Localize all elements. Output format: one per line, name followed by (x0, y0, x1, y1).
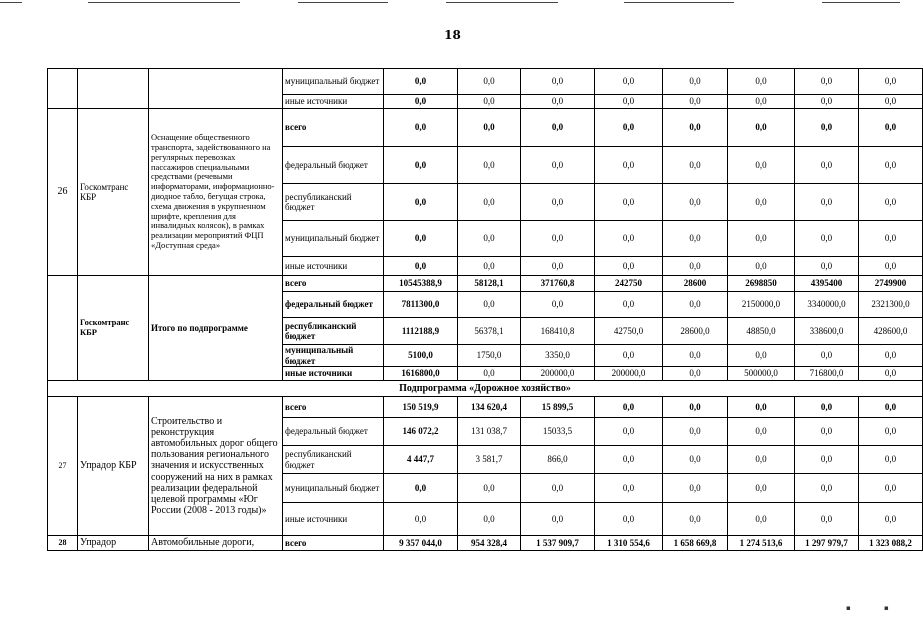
value-cell: 58128,1 (458, 276, 521, 292)
funding-type-cell: муниципальный бюджет (283, 69, 384, 95)
value-cell: 3340000,0 (795, 292, 859, 318)
value-cell: 0,0 (458, 184, 521, 221)
funding-type-cell: муниципальный бюджет (283, 221, 384, 257)
value-cell: 0,0 (795, 345, 859, 367)
value-cell: 0,0 (663, 221, 728, 257)
value-cell: 168410,8 (521, 318, 595, 345)
value-cell: 0,0 (795, 257, 859, 276)
total-value-cell: 1112188,9 (384, 318, 458, 345)
value-cell: 0,0 (859, 257, 923, 276)
value-cell: 1 297 979,7 (795, 536, 859, 551)
total-value-cell: 10545388,9 (384, 276, 458, 292)
value-cell: 15 899,5 (521, 397, 595, 418)
funding-type-cell: республиканский бюджет (283, 184, 384, 221)
value-cell: 0,0 (595, 184, 663, 221)
value-cell: 0,0 (521, 292, 595, 318)
value-cell: 0,0 (728, 397, 795, 418)
value-cell: 716800,0 (795, 367, 859, 381)
value-cell: 0,0 (728, 221, 795, 257)
value-cell: 0,0 (595, 446, 663, 474)
value-cell: 0,0 (663, 184, 728, 221)
row-number-cell: 26 (48, 109, 78, 276)
value-cell: 0,0 (728, 95, 795, 109)
value-cell: 0,0 (728, 109, 795, 147)
value-cell: 500000,0 (728, 367, 795, 381)
value-cell: 0,0 (795, 503, 859, 536)
row-number-cell: 28 (48, 536, 78, 551)
funding-type-cell: всего (283, 276, 384, 292)
value-cell: 0,0 (859, 345, 923, 367)
value-cell: 866,0 (521, 446, 595, 474)
value-cell: 0,0 (458, 95, 521, 109)
value-cell: 0,0 (663, 418, 728, 446)
value-cell: 0,0 (859, 397, 923, 418)
value-cell: 371760,8 (521, 276, 595, 292)
value-cell: 0,0 (595, 147, 663, 184)
table-row (48, 276, 923, 292)
value-cell: 0,0 (595, 292, 663, 318)
value-cell: 0,0 (728, 147, 795, 184)
value-cell: 0,0 (728, 418, 795, 446)
funding-type-cell: всего (283, 397, 384, 418)
value-cell: 0,0 (458, 147, 521, 184)
value-cell: 0,0 (795, 446, 859, 474)
executor-cell: Госкомтранс КБР (78, 109, 149, 276)
value-cell: 0,0 (458, 69, 521, 95)
funding-type-cell: федеральный бюджет (283, 147, 384, 184)
value-cell: 0,0 (595, 474, 663, 503)
executor-cell: Госкомтранс КБР (78, 276, 149, 381)
total-value-cell: 0,0 (384, 69, 458, 95)
top-rule (624, 2, 734, 3)
total-value-cell: 146 072,2 (384, 418, 458, 446)
value-cell: 1 310 554,6 (595, 536, 663, 551)
value-cell: 0,0 (663, 109, 728, 147)
description-cell: Строительство и реконструкция автомобильных дорог общего пользования регионального значения и искусственных сооружений на них в рамках реализации федеральной целевой программы «Юг России (2008 - 2013 годы)» (149, 397, 283, 536)
value-cell: 0,0 (663, 257, 728, 276)
executor-cell (78, 69, 149, 109)
value-cell: 0,0 (595, 418, 663, 446)
value-cell: 0,0 (595, 503, 663, 536)
value-cell: 2698850 (728, 276, 795, 292)
section-title: Подпрограмма «Дорожное хозяйство» (48, 381, 923, 397)
value-cell: 0,0 (663, 474, 728, 503)
value-cell: 15033,5 (521, 418, 595, 446)
value-cell: 4395400 (795, 276, 859, 292)
table-row (48, 69, 923, 95)
value-cell: 0,0 (663, 95, 728, 109)
value-cell: 0,0 (795, 397, 859, 418)
value-cell: 0,0 (795, 95, 859, 109)
value-cell: 242750 (595, 276, 663, 292)
value-cell: 0,0 (859, 184, 923, 221)
row-number-cell (48, 276, 78, 381)
value-cell: 0,0 (595, 257, 663, 276)
value-cell: 0,0 (595, 221, 663, 257)
value-cell: 0,0 (728, 345, 795, 367)
table-row (48, 381, 923, 397)
value-cell: 1 274 513,6 (728, 536, 795, 551)
value-cell: 0,0 (521, 147, 595, 184)
value-cell: 0,0 (595, 69, 663, 95)
description-cell (149, 69, 283, 109)
value-cell: 0,0 (595, 397, 663, 418)
value-cell: 954 328,4 (458, 536, 521, 551)
value-cell: 0,0 (521, 474, 595, 503)
funding-type-cell: всего (283, 536, 384, 551)
funding-type-cell: иные источники (283, 95, 384, 109)
scan-mark: ▪ (846, 604, 851, 612)
value-cell: 0,0 (795, 221, 859, 257)
value-cell: 200000,0 (595, 367, 663, 381)
value-cell: 0,0 (595, 345, 663, 367)
total-value-cell: 0,0 (384, 184, 458, 221)
page-number: 18 (444, 28, 461, 42)
value-cell: 3350,0 (521, 345, 595, 367)
value-cell: 0,0 (795, 474, 859, 503)
value-cell: 0,0 (458, 109, 521, 147)
value-cell: 2321300,0 (859, 292, 923, 318)
value-cell: 0,0 (663, 345, 728, 367)
value-cell: 0,0 (859, 109, 923, 147)
total-value-cell: 5100,0 (384, 345, 458, 367)
funding-type-cell: муниципальный бюджет (283, 474, 384, 503)
value-cell: 0,0 (795, 147, 859, 184)
total-value-cell: 1616800,0 (384, 367, 458, 381)
value-cell: 0,0 (663, 69, 728, 95)
total-value-cell: 0,0 (384, 109, 458, 147)
description-cell: Итого по подпрограмме (149, 276, 283, 381)
description-cell: Оснащение общественного транспорта, задействованного на регулярных перевозках пассажиров специальными средствами (речевыми информаторами, информационно-диодное табло, бегущая строка, схема движения в укрупненном шрифте, крепления для инвалидных колясок), в рамках реализации мероприятий ФЦП «Доступная среда» (149, 109, 283, 276)
description-cell: Автомобильные дороги, (149, 536, 283, 551)
funding-type-cell: иные источники (283, 503, 384, 536)
value-cell: 0,0 (458, 257, 521, 276)
value-cell: 0,0 (458, 292, 521, 318)
value-cell: 3 581,7 (458, 446, 521, 474)
value-cell: 28600,0 (663, 318, 728, 345)
budget-table (47, 68, 923, 551)
funding-type-cell: иные источники (283, 257, 384, 276)
scan-mark: ▪ (884, 604, 889, 612)
value-cell: 0,0 (663, 367, 728, 381)
top-rule (0, 2, 22, 3)
value-cell: 0,0 (728, 69, 795, 95)
value-cell: 0,0 (859, 474, 923, 503)
value-cell: 0,0 (728, 257, 795, 276)
table-row (48, 536, 923, 551)
total-value-cell: 0,0 (384, 503, 458, 536)
value-cell: 0,0 (521, 109, 595, 147)
value-cell: 0,0 (728, 446, 795, 474)
value-cell: 0,0 (458, 474, 521, 503)
value-cell: 0,0 (458, 367, 521, 381)
top-rule (446, 2, 558, 3)
value-cell: 0,0 (859, 418, 923, 446)
value-cell: 338600,0 (795, 318, 859, 345)
value-cell: 0,0 (521, 503, 595, 536)
row-number-cell (48, 69, 78, 109)
value-cell: 0,0 (728, 184, 795, 221)
value-cell: 0,0 (859, 503, 923, 536)
value-cell: 0,0 (521, 69, 595, 95)
value-cell: 2150000,0 (728, 292, 795, 318)
value-cell: 1 537 909,7 (521, 536, 595, 551)
value-cell: 1 323 088,2 (859, 536, 923, 551)
funding-type-cell: республиканский бюджет (283, 446, 384, 474)
value-cell: 0,0 (521, 95, 595, 109)
funding-type-cell: республиканский бюджет (283, 318, 384, 345)
row-number-cell: 27 (48, 397, 78, 536)
funding-type-cell: всего (283, 109, 384, 147)
value-cell: 0,0 (859, 221, 923, 257)
total-value-cell: 0,0 (384, 474, 458, 503)
table-row (48, 397, 923, 418)
value-cell: 56378,1 (458, 318, 521, 345)
value-cell: 134 620,4 (458, 397, 521, 418)
total-value-cell: 0,0 (384, 257, 458, 276)
funding-type-cell: федеральный бюджет (283, 292, 384, 318)
table-row (48, 109, 923, 147)
value-cell: 428600,0 (859, 318, 923, 345)
funding-type-cell: муниципальный бюджет (283, 345, 384, 367)
value-cell: 0,0 (859, 69, 923, 95)
value-cell: 0,0 (859, 367, 923, 381)
value-cell: 0,0 (795, 184, 859, 221)
top-rule (88, 2, 240, 3)
value-cell: 0,0 (728, 503, 795, 536)
value-cell: 1750,0 (458, 345, 521, 367)
value-cell: 0,0 (795, 69, 859, 95)
value-cell: 0,0 (458, 221, 521, 257)
total-value-cell: 9 357 044,0 (384, 536, 458, 551)
funding-type-cell: федеральный бюджет (283, 418, 384, 446)
value-cell: 0,0 (795, 418, 859, 446)
value-cell: 0,0 (663, 397, 728, 418)
value-cell: 28600 (663, 276, 728, 292)
value-cell: 0,0 (663, 446, 728, 474)
value-cell: 200000,0 (521, 367, 595, 381)
executor-cell: Упрадор КБР (78, 397, 149, 536)
value-cell: 0,0 (521, 257, 595, 276)
total-value-cell: 4 447,7 (384, 446, 458, 474)
value-cell: 1 658 669,8 (663, 536, 728, 551)
value-cell: 42750,0 (595, 318, 663, 345)
value-cell: 0,0 (458, 503, 521, 536)
value-cell: 0,0 (595, 109, 663, 147)
value-cell: 0,0 (859, 147, 923, 184)
total-value-cell: 7811300,0 (384, 292, 458, 318)
value-cell: 0,0 (859, 95, 923, 109)
total-value-cell: 150 519,9 (384, 397, 458, 418)
executor-cell: Упрадор (78, 536, 149, 551)
top-rule (298, 2, 388, 3)
value-cell: 131 038,7 (458, 418, 521, 446)
top-rule (822, 2, 900, 3)
value-cell: 0,0 (728, 474, 795, 503)
value-cell: 0,0 (521, 221, 595, 257)
value-cell: 0,0 (663, 503, 728, 536)
value-cell: 48850,0 (728, 318, 795, 345)
total-value-cell: 0,0 (384, 221, 458, 257)
value-cell: 2749900 (859, 276, 923, 292)
value-cell: 0,0 (859, 446, 923, 474)
total-value-cell: 0,0 (384, 95, 458, 109)
value-cell: 0,0 (663, 147, 728, 184)
value-cell: 0,0 (595, 95, 663, 109)
total-value-cell: 0,0 (384, 147, 458, 184)
value-cell: 0,0 (663, 292, 728, 318)
funding-type-cell: иные источники (283, 367, 384, 381)
value-cell: 0,0 (521, 184, 595, 221)
value-cell: 0,0 (795, 109, 859, 147)
